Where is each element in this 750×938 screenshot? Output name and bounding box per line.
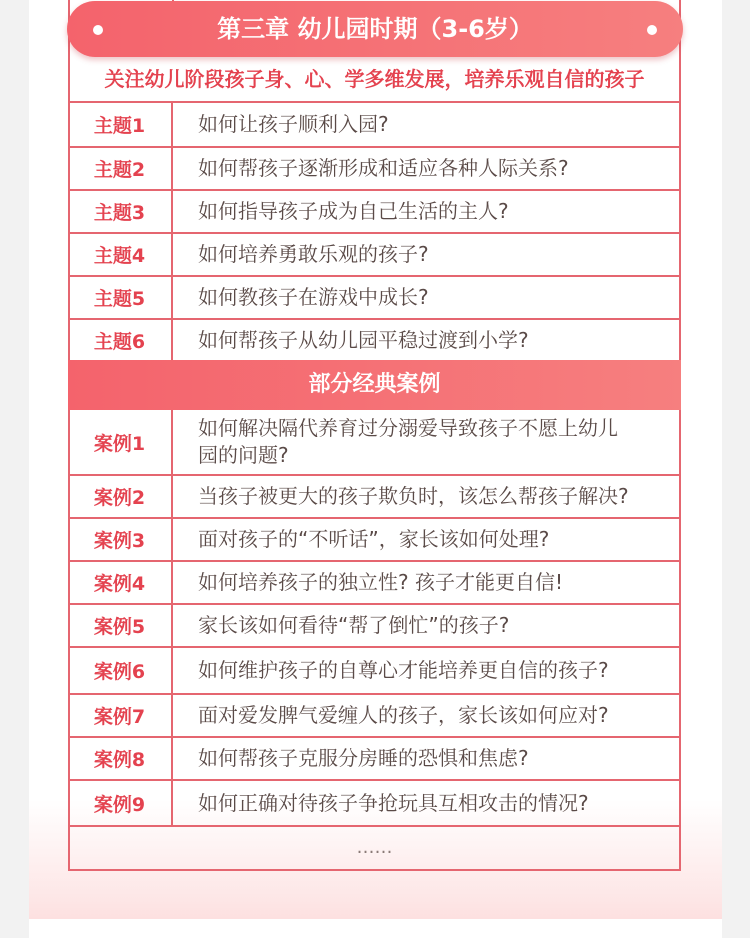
case-row	[68, 517, 681, 560]
topic-label: 主题4	[68, 234, 173, 275]
topic-label: 主题6	[68, 320, 173, 360]
case-text: 当孩子被更大的孩子欺负时，该怎么帮孩子解决?	[198, 484, 629, 508]
case-text: 面对孩子的“不听话”，家长该如何处理?	[198, 527, 550, 551]
case-row	[68, 410, 681, 474]
case-row	[68, 646, 681, 693]
next-card-edge	[29, 919, 722, 938]
case-label: 案例7	[68, 695, 173, 736]
case-text: 如何解决隔代养育过分溺爱导致孩子不愿上幼儿园的问题?	[198, 416, 618, 467]
topic-row	[68, 146, 681, 189]
chapter-title: 第三章 幼儿园时期（3-6岁）	[217, 15, 533, 43]
topic-text: 如何指导孩子成为自己生活的主人?	[198, 199, 509, 223]
case-text: 家长该如何看待“帮了倒忙”的孩子?	[198, 613, 510, 637]
chapter-banner	[67, 1, 683, 57]
case-row	[68, 693, 681, 736]
chapter-subtitle: 关注幼儿阶段孩子身、心、学多维发展，培养乐观自信的孩子	[104, 67, 645, 91]
case-row	[68, 779, 681, 825]
topic-label: 主题2	[68, 148, 173, 189]
topic-text: 如何培养勇敢乐观的孩子?	[198, 242, 429, 266]
topic-row	[68, 101, 681, 146]
case-label: 案例3	[68, 519, 173, 560]
case-label: 案例5	[68, 605, 173, 646]
banner-dot-right	[647, 25, 657, 35]
topic-label: 主题3	[68, 191, 173, 232]
topic-row	[68, 275, 681, 318]
topic-text: 如何帮孩子逐渐形成和适应各种人际关系?	[198, 156, 569, 180]
case-label: 案例8	[68, 738, 173, 779]
case-row	[68, 603, 681, 646]
topic-text: 如何帮孩子从幼儿园平稳过渡到小学?	[198, 327, 529, 352]
topic-label: 主题5	[68, 277, 173, 318]
case-row	[68, 736, 681, 779]
case-text: 如何培养孩子的独立性? 孩子才能更自信!	[198, 570, 563, 594]
case-label: 案例2	[68, 476, 173, 517]
case-label: 案例4	[68, 562, 173, 603]
case-text: 面对爱发脾气爱缠人的孩子，家长该如何应对?	[198, 703, 609, 727]
case-text: 如何正确对待孩子争抢玩具互相攻击的情况?	[198, 790, 589, 815]
topic-row	[68, 189, 681, 232]
topic-text: 如何教孩子在游戏中成长?	[198, 285, 429, 309]
case-text: 如何维护孩子的自尊心才能培养更自信的孩子?	[198, 658, 609, 682]
case-row	[68, 474, 681, 517]
topic-row	[68, 318, 681, 360]
topic-row	[68, 232, 681, 275]
case-label: 案例6	[68, 648, 173, 693]
case-row	[68, 560, 681, 603]
topic-text: 如何让孩子顺利入园?	[198, 112, 389, 136]
case-label: 案例9	[68, 781, 173, 825]
case-text: 如何帮孩子克服分房睡的恐惧和焦虑?	[198, 746, 529, 770]
more-indicator: ……	[68, 825, 681, 871]
cases-section-header: 部分经典案例	[68, 360, 681, 410]
case-label: 案例1	[68, 410, 173, 474]
topic-label: 主题1	[68, 103, 173, 146]
